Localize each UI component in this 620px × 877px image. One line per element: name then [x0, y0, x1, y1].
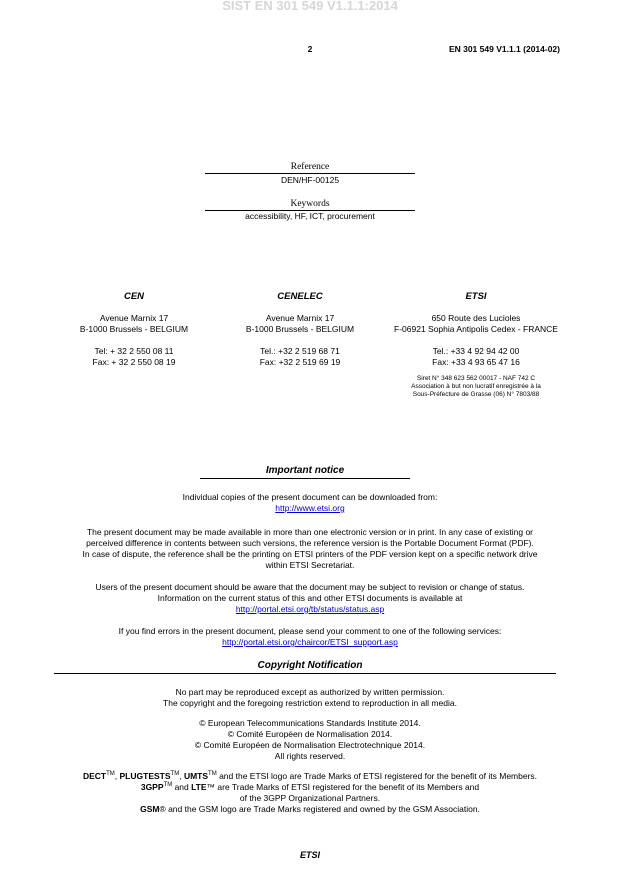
- trademarks-paragraph: [30, 771, 590, 815]
- org-etsi: [378, 291, 574, 399]
- trademark-line: DECT™, PLUGTESTS™, UMTS™ and the ETSI logo are Trade Marks of ETSI registered for the benefit of its Members.: [82, 771, 538, 781]
- copyright-text-line: © European Telecommunications Standards Institute 2014.: [199, 718, 421, 728]
- notice-text-line: Users of the present document should be aware that the document may be subject to revision or change of status.: [95, 582, 525, 592]
- org-name: CEN: [123, 291, 145, 302]
- trademark-line: 3GPP™ and LTE™ are Trade Marks of ETSI registered for the benefit of its Members and: [140, 782, 480, 792]
- copyright-holders: [50, 718, 570, 762]
- org-fax: Fax: + 32 2 550 08 19: [92, 357, 176, 367]
- notice-text-line: The present document may be made available in more than one electronic version or in print. In any case of existing or: [86, 527, 534, 537]
- org-tel: Tel.: +32 2 519 68 71: [260, 346, 340, 356]
- trademark-line: of the 3GPP Organizational Partners.: [239, 793, 381, 803]
- copyright-heading: Copyright Notification: [257, 660, 363, 671]
- org-address-line: Avenue Marnix 17: [99, 313, 169, 323]
- org-cenelec: [205, 291, 395, 368]
- org-tel: Tel.: +33 4 92 94 42 00: [432, 346, 520, 356]
- reference-value: DEN/HF-00125: [280, 175, 340, 185]
- copyright-text-line: No part may be reproduced except as authorized by written permission.: [175, 687, 445, 697]
- notice-text-line: Individual copies of the present document can be downloaded from:: [182, 492, 438, 502]
- reference-label: Reference: [290, 162, 330, 172]
- siret-line: Association à but non lucratif enregistrée à la: [411, 383, 541, 390]
- notice-text-line: If you find errors in the present document, please send your comment to one of the following services:: [118, 626, 502, 636]
- siret-line: Siret N° 348 623 562 00017 - NAF 742 C: [416, 375, 536, 382]
- keywords-value: accessibility, HF, ICT, procurement: [245, 211, 375, 221]
- org-fax: Fax: +33 4 93 65 47 16: [432, 357, 520, 367]
- copyright-text-line: The copyright and the foregoing restriction extend to reproduction in all media.: [163, 698, 457, 708]
- watermark-text: SIST EN 301 549 V1.1.1:2014: [222, 0, 398, 13]
- trademark-line: GSM® and the GSM logo are Trade Marks registered and owned by the GSM Association.: [140, 804, 480, 814]
- org-name: CENELEC: [277, 291, 323, 302]
- copyright-permission: [50, 687, 570, 709]
- notice-text-line: perceived difference in contents between such versions, the reference version is the Portable Document Format (PDF).: [86, 538, 534, 548]
- notice-status-paragraph: [50, 582, 570, 615]
- document-id: EN 301 549 V1.1.1 (2014-02): [448, 44, 560, 54]
- org-address-line: 650 Route des Lucioles: [431, 313, 521, 323]
- copyright-text-line: © Comité Européen de Normalisation Electrotechnique 2014.: [194, 740, 426, 750]
- page-footer: ETSI: [299, 850, 320, 860]
- reference-rule: [205, 173, 415, 174]
- etsi-website-link[interactable]: http://www.etsi.org: [275, 503, 345, 513]
- page-number: 2: [307, 44, 313, 54]
- notice-versions-paragraph: [50, 527, 570, 571]
- notice-text-line: In case of dispute, the reference shall be the printing on ETSI printers of the PDF version kept on a specific network drive: [82, 549, 538, 559]
- notice-text-line: within ETSI Secretariat.: [265, 560, 355, 570]
- copyright-text-line: All rights reserved.: [274, 751, 346, 761]
- status-link[interactable]: http://portal.etsi.org/tb/status/status.asp: [235, 604, 385, 614]
- org-name: ETSI: [465, 291, 487, 302]
- important-notice-heading: Important notice: [265, 465, 345, 476]
- org-address-line: F-06921 Sophia Antipolis Cedex - FRANCE: [394, 324, 558, 334]
- siret-line: Sous-Préfecture de Grasse (06) N° 7803/88: [412, 391, 540, 398]
- org-fax: Fax: +32 2 519 69 19: [259, 357, 341, 367]
- notice-download-text: [50, 492, 570, 514]
- support-link[interactable]: http://portal.etsi.org/chaircor/ETSI_support.asp: [222, 637, 398, 647]
- keywords-label: Keywords: [290, 199, 330, 209]
- notice-errors-paragraph: [50, 626, 570, 648]
- notice-text-line: Information on the current status of this and other ETSI documents is available at: [157, 593, 463, 603]
- copyright-rule: [54, 673, 556, 674]
- org-tel: Tel: + 32 2 550 08 11: [94, 346, 174, 356]
- org-address-line: Avenue Marnix 17: [265, 313, 335, 323]
- org-cen: [39, 291, 229, 368]
- org-address-line: B-1000 Brussels - BELGIUM: [245, 324, 355, 334]
- important-notice-rule: [200, 478, 410, 479]
- org-address-line: B-1000 Brussels - BELGIUM: [79, 324, 189, 334]
- copyright-text-line: © Comité Européen de Normalisation 2014.: [227, 729, 393, 739]
